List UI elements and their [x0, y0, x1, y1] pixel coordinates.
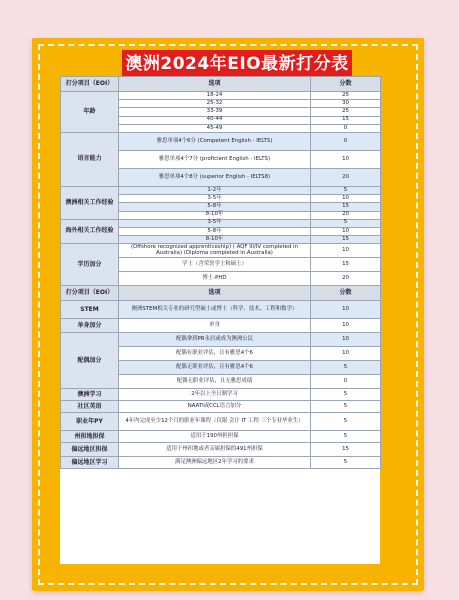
option-cell: 雅思单项4个7分 (proficient English - IELTS): [119, 150, 311, 168]
score-cell: 5: [311, 413, 381, 431]
table-row: [61, 244, 381, 258]
option-cell: 配偶有职业评估，且有雅思4个6: [119, 347, 311, 361]
option-cell: 配偶无职业评估，且有雅思4个6: [119, 361, 311, 375]
score-cell: 5: [311, 401, 381, 413]
option-cell: 3-5年: [119, 219, 311, 227]
table-row: [61, 219, 381, 227]
table-row: [61, 333, 381, 347]
option-cell: 45-49: [119, 124, 311, 132]
option-cell: 适用于190州担担保: [119, 431, 311, 443]
category-cell: 海外相关工作经验: [61, 219, 119, 244]
table-row: [61, 457, 381, 469]
score-cell: 10: [311, 244, 381, 258]
option-cell: 40-44: [119, 116, 311, 124]
option-cell: 5-8年: [119, 203, 311, 211]
option-cell: 学士（含荣誉学士和硕士）: [119, 258, 311, 272]
category-cell: 职业年PY: [61, 413, 119, 431]
option-cell: 8-10年: [119, 211, 311, 219]
table-row: [61, 413, 381, 431]
table-header-cell: 选项: [119, 286, 311, 301]
option-cell: 4年内完成至少12个月的职业年课程（仅限 会计 IT 工程 三个专业毕业生）: [119, 413, 311, 431]
score-cell: 10: [311, 227, 381, 235]
table-row: [61, 443, 381, 457]
option-cell: 8-10年: [119, 236, 311, 244]
score-cell: 20: [311, 168, 381, 186]
table-row: [61, 132, 381, 150]
score-cell: 5: [311, 431, 381, 443]
option-cell: NAATI或CCL语言加分: [119, 401, 311, 413]
score-cell: 0: [311, 375, 381, 389]
table-header-cell: 打分项目（EOI）: [61, 77, 119, 92]
option-cell: 博士-PHD: [119, 272, 311, 286]
category-cell: 澳洲相关工作经验: [61, 186, 119, 219]
table-row: [61, 186, 381, 194]
score-cell: 15: [311, 258, 381, 272]
table-header-cell: 分数: [311, 77, 381, 92]
option-cell: 满足澳洲偏远地区2年学习的要求: [119, 457, 311, 469]
category-cell: STEM: [61, 301, 119, 319]
score-cell: 15: [311, 236, 381, 244]
score-cell: 20: [311, 211, 381, 219]
score-cell: 10: [311, 319, 381, 333]
option-cell: 雅思单项4个8分 (superior English - IELTS8): [119, 168, 311, 186]
category-cell: 单身加分: [61, 319, 119, 333]
score-cell: 10: [311, 195, 381, 203]
table-row: [61, 389, 381, 401]
score-cell: 15: [311, 443, 381, 457]
option-cell: 33-39: [119, 108, 311, 116]
category-cell: 年龄: [61, 92, 119, 133]
table-header-cell: 分数: [311, 286, 381, 301]
score-cell: 5: [311, 186, 381, 194]
category-cell: 偏远地区担保: [61, 443, 119, 457]
table-row: [61, 92, 381, 100]
option-cell: 2年以上全日制学习: [119, 389, 311, 401]
table-row: [61, 319, 381, 333]
category-cell: 学历加分: [61, 244, 119, 286]
category-cell: 社区英语: [61, 401, 119, 413]
table-header-row: [61, 286, 381, 301]
score-cell: 5: [311, 219, 381, 227]
score-cell: 20: [311, 272, 381, 286]
category-cell: 偏远地区学习: [61, 457, 119, 469]
option-cell: 3-5年: [119, 195, 311, 203]
option-cell: 25-32: [119, 100, 311, 108]
score-cell: 30: [311, 100, 381, 108]
option-cell: 配偶无职业评估，且无雅思成绩: [119, 375, 311, 389]
option-cell: 澳洲STEM相关专业的研究型硕士或博士（科学、技术、工程和数学）: [119, 301, 311, 319]
category-cell: 州担地担保: [61, 431, 119, 443]
option-cell: (Offshore recognized apprenticeship) ( AQF III/IV completed in Australia) (Diploma completed in Australia): [119, 244, 311, 258]
option-cell: 5-8年: [119, 227, 311, 235]
option-cell: 18-24: [119, 92, 311, 100]
table-row: [61, 431, 381, 443]
table-row: [61, 301, 381, 319]
score-cell: 25: [311, 92, 381, 100]
category-cell: 语言能力: [61, 132, 119, 186]
score-table-sheet: [60, 76, 380, 564]
option-cell: 配偶拿到PR永居或成为澳洲公民: [119, 333, 311, 347]
option-cell: 雅思单项4个6分 (Competent English - IELTS): [119, 132, 311, 150]
table-header-cell: 打分项目（EOI）: [61, 286, 119, 301]
score-cell: 10: [311, 333, 381, 347]
score-cell: 0: [311, 132, 381, 150]
score-cell: 5: [311, 361, 381, 375]
category-cell: 澳洲学习: [61, 389, 119, 401]
table-header-cell: 选项: [119, 77, 311, 92]
option-cell: 1-2年: [119, 186, 311, 194]
table-row: [61, 401, 381, 413]
score-cell: 15: [311, 203, 381, 211]
score-cell: 15: [311, 116, 381, 124]
score-cell: 5: [311, 389, 381, 401]
score-cell: 25: [311, 108, 381, 116]
option-cell: 适用于州担地或者亲属担保的491州担保: [119, 443, 311, 457]
score-cell: 10: [311, 150, 381, 168]
page-title: 澳洲2024年EIO最新打分表: [122, 50, 352, 78]
score-cell: 5: [311, 457, 381, 469]
score-cell: 0: [311, 124, 381, 132]
category-cell: 配偶加分: [61, 333, 119, 389]
table-header-row: [61, 77, 381, 92]
score-cell: 10: [311, 301, 381, 319]
score-table: [60, 76, 381, 469]
score-cell: 10: [311, 347, 381, 361]
option-cell: 单身: [119, 319, 311, 333]
